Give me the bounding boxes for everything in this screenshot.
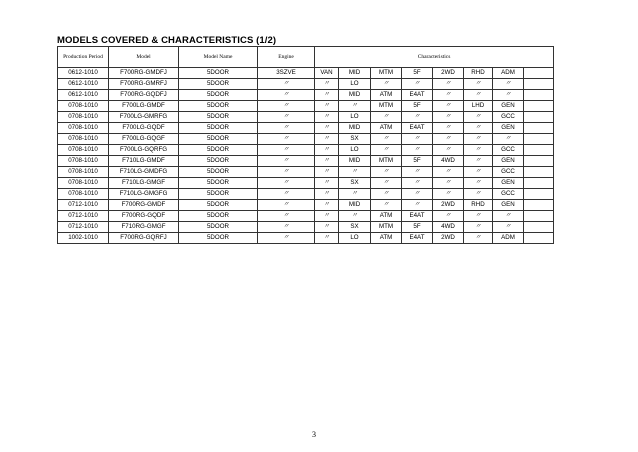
table-cell: 0708-1010	[58, 101, 109, 112]
table-cell: GCC	[493, 167, 524, 178]
table-cell: 〃	[258, 134, 315, 145]
table-cell: F710LG-GMGF	[109, 178, 179, 189]
table-cell: ADM	[493, 233, 524, 244]
table-cell: 〃	[315, 156, 339, 167]
table-cell: E4AT	[402, 211, 433, 222]
table-cell: 〃	[371, 145, 402, 156]
table-cell: 〃	[433, 145, 464, 156]
table-cell	[524, 167, 554, 178]
table-cell: 5F	[402, 156, 433, 167]
table-cell: 0708-1010	[58, 112, 109, 123]
table-row	[58, 189, 554, 200]
table-row	[58, 200, 554, 211]
table-cell: MTM	[371, 222, 402, 233]
table-cell: F700RG-GMDF	[109, 200, 179, 211]
table-cell: F700RG-GQDF	[109, 211, 179, 222]
table-cell: RHD	[464, 200, 493, 211]
table-cell: 〃	[433, 189, 464, 200]
table-cell: 5DOOR	[179, 200, 258, 211]
table-cell: 〃	[493, 90, 524, 101]
table-cell: 5DOOR	[179, 211, 258, 222]
table-cell: 〃	[315, 167, 339, 178]
table-row	[58, 79, 554, 90]
table-cell	[524, 156, 554, 167]
table-cell	[524, 178, 554, 189]
table-cell: 〃	[315, 145, 339, 156]
table-cell: 〃	[464, 233, 493, 244]
page-title: MODELS COVERED & CHARACTERISTICS (1/2)	[57, 35, 277, 46]
table-cell: ATM	[371, 233, 402, 244]
table-cell: 5F	[402, 222, 433, 233]
table-cell: 〃	[402, 134, 433, 145]
table-cell: F710LG-GMDFG	[109, 167, 179, 178]
table-cell: 5DOOR	[179, 134, 258, 145]
table-cell: 〃	[433, 167, 464, 178]
table-body	[58, 68, 554, 244]
table-cell: 〃	[339, 167, 371, 178]
table-cell: 〃	[464, 145, 493, 156]
table-cell: GEN	[493, 178, 524, 189]
table-cell: GCC	[493, 145, 524, 156]
table-cell	[524, 200, 554, 211]
table-cell: 〃	[464, 79, 493, 90]
table-cell: 0612-1010	[58, 68, 109, 79]
models-table	[57, 46, 554, 244]
table-cell: 〃	[433, 112, 464, 123]
table-cell: 0708-1010	[58, 178, 109, 189]
table-cell: 0612-1010	[58, 90, 109, 101]
table-cell: 3SZVE	[258, 68, 315, 79]
table-cell: 〃	[371, 178, 402, 189]
table-cell: LHD	[464, 101, 493, 112]
table-cell: 5DOOR	[179, 156, 258, 167]
table-cell	[524, 222, 554, 233]
table-cell: 〃	[493, 222, 524, 233]
header-engine: Engine	[258, 47, 315, 68]
table-cell: 〃	[315, 112, 339, 123]
table-row	[58, 68, 554, 79]
table-cell: 〃	[402, 200, 433, 211]
table-cell	[524, 134, 554, 145]
table-cell: 〃	[315, 178, 339, 189]
table-cell: MID	[339, 156, 371, 167]
table-cell: 〃	[464, 167, 493, 178]
table-cell: 5DOOR	[179, 178, 258, 189]
table-cell: 5DOOR	[179, 189, 258, 200]
table-cell: 〃	[258, 90, 315, 101]
table-cell: 0708-1010	[58, 145, 109, 156]
table-cell: GCC	[493, 189, 524, 200]
table-cell: 〃	[315, 90, 339, 101]
table-cell: 0708-1010	[58, 167, 109, 178]
table-cell: RHD	[464, 68, 493, 79]
table-header-row	[58, 47, 554, 68]
table-row	[58, 145, 554, 156]
table-cell: 0708-1010	[58, 123, 109, 134]
table-cell: 〃	[493, 211, 524, 222]
table-cell: 0712-1010	[58, 211, 109, 222]
table-cell: 〃	[258, 156, 315, 167]
table-cell: 0708-1010	[58, 189, 109, 200]
table-cell: 〃	[258, 123, 315, 134]
table-row	[58, 123, 554, 134]
table-cell: E4AT	[402, 123, 433, 134]
table-cell: 〃	[464, 189, 493, 200]
table-cell: 〃	[464, 90, 493, 101]
table-cell	[524, 90, 554, 101]
table-cell: 〃	[371, 167, 402, 178]
table-cell: E4AT	[402, 90, 433, 101]
table-cell: GEN	[493, 123, 524, 134]
table-cell: MID	[339, 68, 371, 79]
table-cell	[524, 123, 554, 134]
table-cell: 〃	[371, 79, 402, 90]
header-production-period: Production Period	[58, 47, 109, 68]
table-cell: 2WD	[433, 200, 464, 211]
table-cell: 2WD	[433, 68, 464, 79]
table-cell: 〃	[258, 101, 315, 112]
table-cell	[524, 68, 554, 79]
table-cell: 5DOOR	[179, 222, 258, 233]
table-cell: 〃	[402, 145, 433, 156]
table-cell: ATM	[371, 211, 402, 222]
table-row	[58, 233, 554, 244]
table-cell: LO	[339, 79, 371, 90]
table-cell: 〃	[464, 123, 493, 134]
table-cell: 〃	[464, 222, 493, 233]
table-cell: 5DOOR	[179, 68, 258, 79]
table-cell: 〃	[464, 211, 493, 222]
table-cell: E4AT	[402, 233, 433, 244]
table-cell	[524, 101, 554, 112]
table-cell: 〃	[315, 211, 339, 222]
table-cell: 〃	[258, 200, 315, 211]
table-cell: 5DOOR	[179, 123, 258, 134]
table-cell: 〃	[339, 211, 371, 222]
table-cell: 4WD	[433, 222, 464, 233]
table-cell: F700RG-GMDFJ	[109, 68, 179, 79]
table-cell: 4WD	[433, 156, 464, 167]
table-row	[58, 167, 554, 178]
table-cell: 〃	[402, 79, 433, 90]
table-row	[58, 112, 554, 123]
table-cell: F700LG-GQGF	[109, 134, 179, 145]
table-cell: MTM	[371, 68, 402, 79]
page-number: 3	[312, 430, 316, 439]
table-cell: F710LG-GMGFG	[109, 189, 179, 200]
table-cell: 〃	[464, 112, 493, 123]
table-cell: 〃	[493, 79, 524, 90]
table-cell: SX	[339, 134, 371, 145]
table-cell: 〃	[433, 178, 464, 189]
table-cell: 〃	[464, 178, 493, 189]
table-cell: MTM	[371, 101, 402, 112]
table-cell: LO	[339, 233, 371, 244]
table-cell: SX	[339, 178, 371, 189]
table-cell: 〃	[258, 79, 315, 90]
table-cell: 〃	[315, 189, 339, 200]
table-cell: MID	[339, 200, 371, 211]
table-cell: 〃	[402, 189, 433, 200]
table-cell: 5DOOR	[179, 90, 258, 101]
table-cell: 5DOOR	[179, 145, 258, 156]
table-cell: 〃	[258, 233, 315, 244]
table-cell: 〃	[258, 145, 315, 156]
table-cell: 〃	[258, 211, 315, 222]
table-cell: 2WD	[433, 233, 464, 244]
table-row	[58, 222, 554, 233]
table-cell: 〃	[433, 123, 464, 134]
table-cell: 5DOOR	[179, 101, 258, 112]
table-cell	[524, 112, 554, 123]
table-row	[58, 156, 554, 167]
table-cell: 5DOOR	[179, 79, 258, 90]
header-model-name: Model Name	[179, 47, 258, 68]
table-cell: F700RG-GQRFJ	[109, 233, 179, 244]
table-cell: 5DOOR	[179, 112, 258, 123]
table-cell	[524, 189, 554, 200]
table-cell: 5DOOR	[179, 233, 258, 244]
table-cell: F710RG-GMGF	[109, 222, 179, 233]
table-cell: 〃	[315, 222, 339, 233]
table-cell: 0712-1010	[58, 222, 109, 233]
table-cell: 1002-1010	[58, 233, 109, 244]
table-cell: 〃	[315, 79, 339, 90]
table-cell: 〃	[315, 200, 339, 211]
table-cell: F700LG-GQDF	[109, 123, 179, 134]
table-cell: 〃	[315, 101, 339, 112]
table-cell: F700LG-GQRFG	[109, 145, 179, 156]
table-cell: 5F	[402, 101, 433, 112]
table-cell: ADM	[493, 68, 524, 79]
table-cell: GEN	[493, 156, 524, 167]
header-model: Model	[109, 47, 179, 68]
table-cell: MID	[339, 123, 371, 134]
table-cell: ATM	[371, 123, 402, 134]
table-cell: 〃	[315, 123, 339, 134]
table-cell: 5F	[402, 68, 433, 79]
table-cell: 5DOOR	[179, 167, 258, 178]
table-cell: 〃	[433, 79, 464, 90]
table-cell	[524, 211, 554, 222]
table-cell: 〃	[371, 200, 402, 211]
table-row	[58, 101, 554, 112]
table-cell: MID	[339, 90, 371, 101]
table-row	[58, 90, 554, 101]
table-cell: 〃	[371, 134, 402, 145]
table-cell: 〃	[258, 222, 315, 233]
table-cell: F700LG-GMDF	[109, 101, 179, 112]
table-cell: F700RG-GQDFJ	[109, 90, 179, 101]
table-cell: 〃	[464, 156, 493, 167]
table-cell: 〃	[371, 112, 402, 123]
table-cell: F700RG-GMRFJ	[109, 79, 179, 90]
table-cell: 〃	[402, 112, 433, 123]
table-cell: GEN	[493, 101, 524, 112]
table-cell: 〃	[258, 167, 315, 178]
table-row	[58, 178, 554, 189]
table-cell: GCC	[493, 112, 524, 123]
table-cell: F700LG-GMRFG	[109, 112, 179, 123]
table-cell: 〃	[433, 134, 464, 145]
table-cell: F710LG-GMDF	[109, 156, 179, 167]
table-cell	[524, 233, 554, 244]
table-cell: LO	[339, 112, 371, 123]
table-cell: MTM	[371, 156, 402, 167]
table-cell: 0712-1010	[58, 200, 109, 211]
table-cell: 0708-1010	[58, 156, 109, 167]
table-cell: 〃	[258, 178, 315, 189]
table-cell: 〃	[339, 189, 371, 200]
table-cell: 〃	[315, 233, 339, 244]
table-cell: 〃	[433, 211, 464, 222]
table-row	[58, 134, 554, 145]
table-cell: 〃	[433, 101, 464, 112]
table-cell: 〃	[258, 112, 315, 123]
table-cell: 0708-1010	[58, 134, 109, 145]
table-cell: 〃	[433, 90, 464, 101]
table-cell: 〃	[339, 101, 371, 112]
table-cell	[524, 79, 554, 90]
table-cell: 〃	[258, 189, 315, 200]
table-cell: VAN	[315, 68, 339, 79]
table-cell	[524, 145, 554, 156]
table-row	[58, 211, 554, 222]
header-characteristics: Characteristics	[315, 47, 554, 68]
table-cell: 〃	[402, 178, 433, 189]
table-cell: GEN	[493, 200, 524, 211]
table-cell: 〃	[402, 167, 433, 178]
table-cell: 〃	[371, 189, 402, 200]
table-cell: LO	[339, 145, 371, 156]
table-cell: 〃	[493, 134, 524, 145]
table-cell: 0612-1010	[58, 79, 109, 90]
table-cell: 〃	[464, 134, 493, 145]
table-cell: SX	[339, 222, 371, 233]
table-cell: ATM	[371, 90, 402, 101]
table-cell: 〃	[315, 134, 339, 145]
